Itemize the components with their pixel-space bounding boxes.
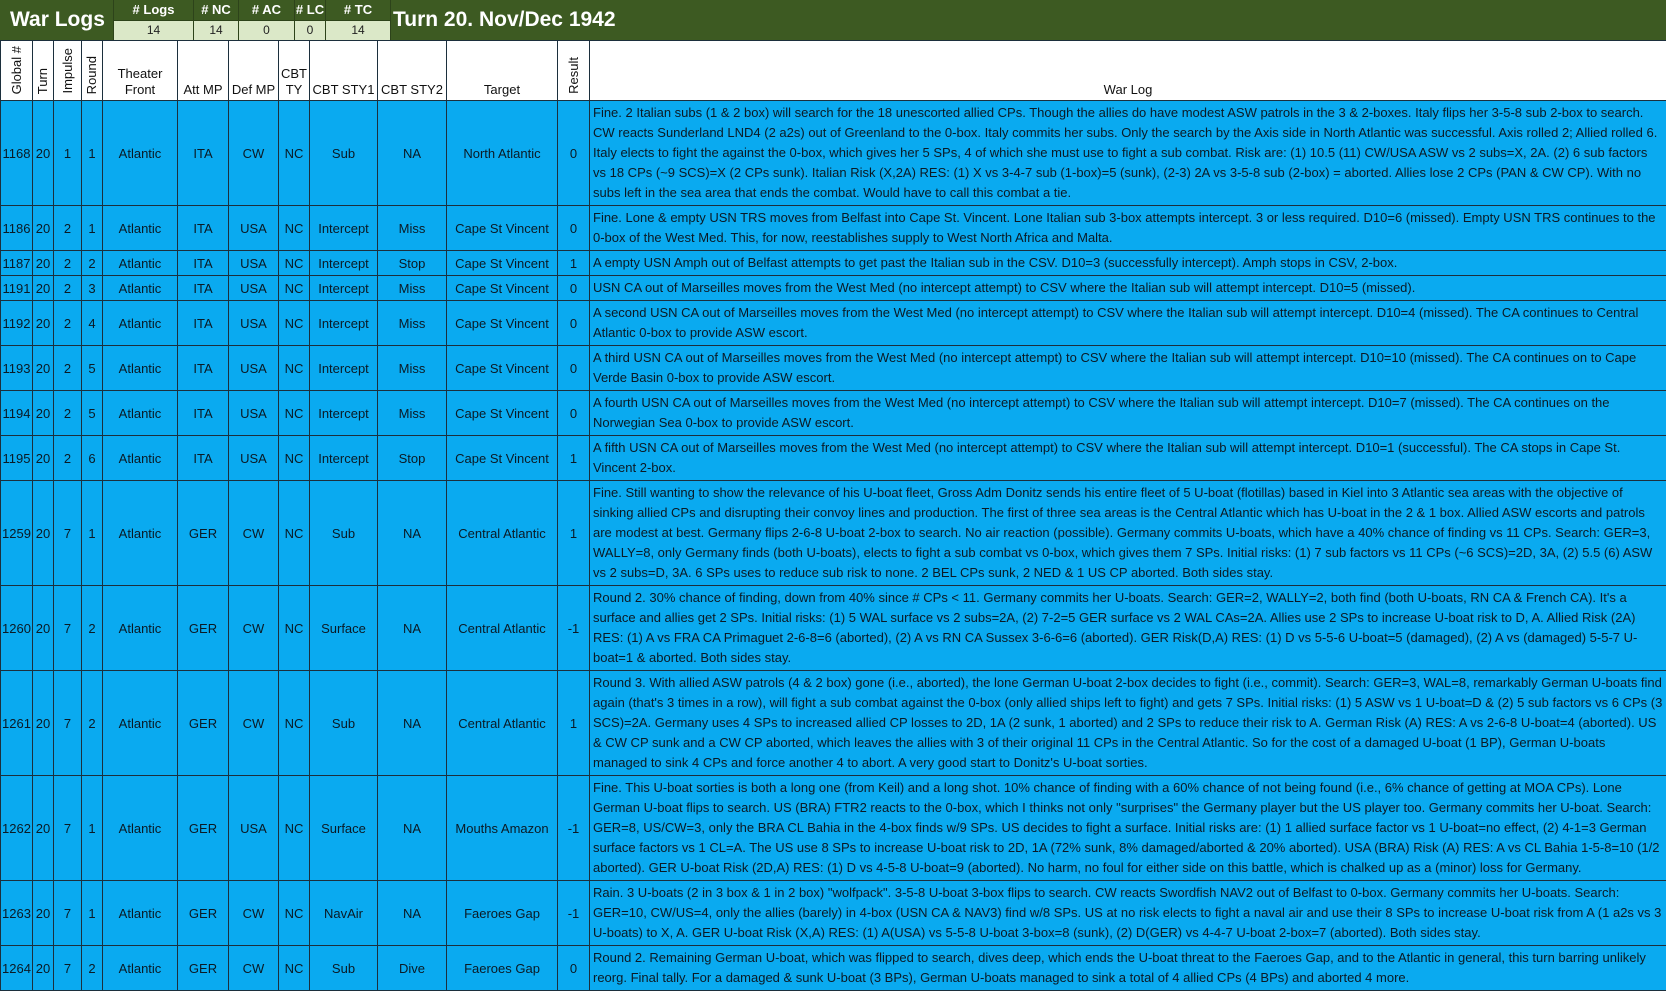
cell-target[interactable]: Cape St Vincent xyxy=(447,251,558,276)
cell-round[interactable]: 2 xyxy=(82,671,103,776)
cell-att-mp[interactable]: GER xyxy=(178,776,229,881)
cell-target[interactable]: Cape St Vincent xyxy=(447,206,558,251)
stat-tc[interactable] xyxy=(325,0,391,40)
cell-turn[interactable]: 20 xyxy=(33,276,54,301)
col-header-def-mp[interactable]: Def MP xyxy=(229,41,279,101)
cell-impulse[interactable]: 7 xyxy=(54,881,82,946)
cell-round[interactable]: 2 xyxy=(82,586,103,671)
cell-theater-front[interactable]: Atlantic xyxy=(103,586,178,671)
cell-result[interactable]: 0 xyxy=(558,946,590,991)
cell-att-mp[interactable]: ITA xyxy=(178,251,229,276)
cell-theater-front[interactable]: Atlantic xyxy=(103,101,178,206)
cell-theater-front[interactable]: Atlantic xyxy=(103,251,178,276)
cell-theater-front[interactable]: Atlantic xyxy=(103,671,178,776)
table-row[interactable] xyxy=(1,881,1666,946)
cell-turn[interactable]: 20 xyxy=(33,946,54,991)
war-log-body xyxy=(1,101,1666,991)
cell-turn[interactable]: 20 xyxy=(33,671,54,776)
cell-cbt-sty2[interactable]: Miss xyxy=(378,346,447,391)
cell-cbt-ty[interactable]: NC xyxy=(279,301,310,346)
cell-cbt-sty2[interactable]: NA xyxy=(378,776,447,881)
cell-cbt-sty2[interactable]: Miss xyxy=(378,301,447,346)
cell-cbt-sty2[interactable]: NA xyxy=(378,101,447,206)
cell-att-mp[interactable]: GER xyxy=(178,671,229,776)
stat-lc[interactable] xyxy=(294,0,325,40)
stat-label: # TC xyxy=(326,0,390,20)
stat-value[interactable]: 14 xyxy=(326,20,390,40)
cell-turn[interactable]: 20 xyxy=(33,301,54,346)
stat-logs[interactable] xyxy=(113,0,193,40)
table-row[interactable] xyxy=(1,251,1666,276)
cell-impulse[interactable]: 2 xyxy=(54,391,82,436)
cell-war-log[interactable]: A empty USN Amph out of Belfast attempts to get past the Italian sub in the CSV. D10=3 (successfully intercept). Amph stops in CSV, 2-box. xyxy=(590,251,1666,276)
cell-att-mp[interactable]: ITA xyxy=(178,346,229,391)
stat-label: # AC xyxy=(239,0,294,20)
cell-result[interactable]: 0 xyxy=(558,206,590,251)
cell-cbt-sty1[interactable]: Surface xyxy=(310,586,378,671)
cell-turn[interactable]: 20 xyxy=(33,776,54,881)
cell-theater-front[interactable]: Atlantic xyxy=(103,301,178,346)
col-header-att-mp[interactable]: Att MP xyxy=(178,41,229,101)
cell-cbt-sty1[interactable]: Intercept xyxy=(310,276,378,301)
cell-turn[interactable]: 20 xyxy=(33,101,54,206)
cell-cbt-sty1[interactable]: Sub xyxy=(310,946,378,991)
cell-turn[interactable]: 20 xyxy=(33,436,54,481)
cell-cbt-ty[interactable]: NC xyxy=(279,946,310,991)
cell-impulse[interactable]: 2 xyxy=(54,436,82,481)
table-row[interactable] xyxy=(1,346,1666,391)
cell-war-log[interactable]: A fifth USN CA out of Marseilles moves from the West Med (no intercept attempt) to CSV where the Italian sub will attempt intercept. D10=1 (successful). The CA stops in Cape St. Vincent 2-box. xyxy=(590,436,1666,481)
cell-global[interactable]: 1168 xyxy=(1,101,33,206)
cell-round[interactable]: 5 xyxy=(82,391,103,436)
cell-war-log[interactable]: Fine. 2 Italian subs (1 & 2 box) will search for the 18 unescorted allied CPs. Though the allies do have modest ASW patrols in the 3 & 2-boxes. Italy flips her 3-5-8 sub 2-box to search. CW reacts Sunderland LND4 (2 a2s) out of Greenland to the 0-box. Italy commits her subs. Only the search by the Axis side in North Atlantic was successful. Axis rolled 2; Allied rolled 6. Italy elects to fight the against the 0-box, which gives her 5 SPs, 4 of which she must use to fight a sub combat. Risk are: (1) 10.5 (11) CW/USA ASW vs 2 subs=X, 2A. (2) 6 sub factors vs 18 CPs (~9 SCS)=X (2 CPs sunk). Italian Risk (X,2A) RES: (1) X vs 3-4-7 sub (1-box)=5 (sunk), (2-3) 2A vs 3-5-8 sub (2-box) = aborted. Allies lose 2 CPs (PAN & CW CP). With no subs left in the sea area that ends the combat. Would have to call this combat a tie. xyxy=(590,101,1666,206)
cell-cbt-sty1[interactable]: Intercept xyxy=(310,346,378,391)
cell-round[interactable]: 4 xyxy=(82,301,103,346)
cell-result[interactable]: 0 xyxy=(558,101,590,206)
cell-def-mp[interactable]: CW xyxy=(229,101,279,206)
cell-cbt-sty1[interactable]: Intercept xyxy=(310,301,378,346)
cell-target[interactable]: Cape St Vincent xyxy=(447,391,558,436)
cell-impulse[interactable]: 7 xyxy=(54,946,82,991)
cell-result[interactable]: 1 xyxy=(558,436,590,481)
cell-impulse[interactable]: 7 xyxy=(54,481,82,586)
cell-impulse[interactable]: 2 xyxy=(54,301,82,346)
cell-round[interactable]: 1 xyxy=(82,206,103,251)
cell-theater-front[interactable]: Atlantic xyxy=(103,946,178,991)
cell-att-mp[interactable]: GER xyxy=(178,881,229,946)
cell-cbt-sty2[interactable]: Miss xyxy=(378,206,447,251)
cell-global[interactable]: 1192 xyxy=(1,301,33,346)
cell-global[interactable]: 1264 xyxy=(1,946,33,991)
cell-result[interactable]: 1 xyxy=(558,251,590,276)
app-title: War Logs xyxy=(0,0,113,40)
cell-cbt-ty[interactable]: NC xyxy=(279,881,310,946)
cell-global[interactable]: 1191 xyxy=(1,276,33,301)
cell-def-mp[interactable]: CW xyxy=(229,671,279,776)
cell-round[interactable]: 1 xyxy=(82,101,103,206)
cell-impulse[interactable]: 2 xyxy=(54,276,82,301)
table-row[interactable] xyxy=(1,276,1666,301)
cell-impulse[interactable]: 7 xyxy=(54,671,82,776)
table-row[interactable] xyxy=(1,671,1666,776)
table-row[interactable] xyxy=(1,946,1666,991)
cell-war-log[interactable]: Fine. Still wanting to show the relevance of his U-boat fleet, Gross Adm Donitz sends his entire fleet of 5 U-boat (flotillas) based in Kiel into 3 Atlantic sea areas with the objective of sinking allied CPs and disrupting their convoy lines and production. The first of three sea areas is the Central Atlantic which has U-boat in the 2 & 1 box. Allied ASW escorts and patrols are modest at best. Germany flips 2-6-8 U-boat 2-box to search. No air reaction (possible). Germany commits U-boats, which have a 40% chance of finding vs 11 CPs. Search: GER=3, WALLY=8, only Germany finds (both U-boats), elects to fight a sub combat vs 0-box, which gives them 7 SPs. Initial risks: (1) 7 sub factors vs 11 CPs (~6 SCS)=2D, 3A, (2) 5.5 (6) ASW vs 2 subs=D, 3A. 6 SPs uses to reduce sub risk to none. 2 BEL CPs sunk, 2 NED & 1 US CP aborted. Both sides stay. xyxy=(590,481,1666,586)
cell-round[interactable]: 3 xyxy=(82,276,103,301)
cell-cbt-ty[interactable]: NC xyxy=(279,436,310,481)
table-row[interactable] xyxy=(1,776,1666,881)
cell-def-mp[interactable]: CW xyxy=(229,481,279,586)
cell-theater-front[interactable]: Atlantic xyxy=(103,391,178,436)
cell-target[interactable]: North Atlantic xyxy=(447,101,558,206)
cell-cbt-sty1[interactable]: Sub xyxy=(310,671,378,776)
stat-nc[interactable] xyxy=(193,0,238,40)
cell-cbt-ty[interactable]: NC xyxy=(279,586,310,671)
cell-global[interactable]: 1259 xyxy=(1,481,33,586)
cell-theater-front[interactable]: Atlantic xyxy=(103,881,178,946)
stat-value[interactable]: 14 xyxy=(114,20,193,40)
stat-value[interactable]: 14 xyxy=(194,20,238,40)
cell-war-log[interactable]: A third USN CA out of Marseilles moves from the West Med (no intercept attempt) to CSV where the Italian sub will attempt intercept. D10=10 (missed). The CA continues on to Cape Verde Basin 0-box to provide ASW escort. xyxy=(590,346,1666,391)
col-header-global[interactable]: Global # xyxy=(1,41,33,101)
stat-label: # LC xyxy=(295,0,325,20)
col-header-result[interactable]: Result xyxy=(558,41,590,101)
cell-impulse[interactable]: 2 xyxy=(54,206,82,251)
cell-def-mp[interactable]: CW xyxy=(229,881,279,946)
cell-result[interactable]: 1 xyxy=(558,671,590,776)
cell-target[interactable]: Central Atlantic xyxy=(447,481,558,586)
cell-att-mp[interactable]: ITA xyxy=(178,391,229,436)
table-row[interactable] xyxy=(1,481,1666,586)
cell-turn[interactable]: 20 xyxy=(33,346,54,391)
cell-cbt-ty[interactable]: NC xyxy=(279,481,310,586)
cell-round[interactable]: 6 xyxy=(82,436,103,481)
cell-turn[interactable]: 20 xyxy=(33,481,54,586)
cell-cbt-sty1[interactable]: Sub xyxy=(310,101,378,206)
cell-cbt-sty2[interactable]: NA xyxy=(378,481,447,586)
cell-war-log[interactable]: A second USN CA out of Marseilles moves from the West Med (no intercept attempt) to CSV where the Italian sub will attempt intercept. D10=4 (missed). The CA continues to Central Atlantic 0-box to provide ASW escort. xyxy=(590,301,1666,346)
title-bar xyxy=(0,0,1666,40)
cell-target[interactable]: Mouths Amazon xyxy=(447,776,558,881)
cell-def-mp[interactable]: USA xyxy=(229,276,279,301)
cell-turn[interactable]: 20 xyxy=(33,251,54,276)
cell-target[interactable]: Faeroes Gap xyxy=(447,946,558,991)
table-row[interactable] xyxy=(1,586,1666,671)
col-header-cbt-sty2[interactable]: CBT STY2 xyxy=(378,41,447,101)
cell-round[interactable]: 1 xyxy=(82,481,103,586)
cell-def-mp[interactable]: CW xyxy=(229,946,279,991)
cell-result[interactable]: -1 xyxy=(558,881,590,946)
cell-att-mp[interactable]: ITA xyxy=(178,276,229,301)
col-header-theater-front[interactable]: Theater Front xyxy=(103,41,178,101)
stat-label: # Logs xyxy=(114,0,193,20)
cell-target[interactable]: Cape St Vincent xyxy=(447,436,558,481)
cell-cbt-sty1[interactable]: Intercept xyxy=(310,251,378,276)
cell-global[interactable]: 1260 xyxy=(1,586,33,671)
cell-cbt-ty[interactable]: NC xyxy=(279,776,310,881)
col-header-round[interactable]: Round xyxy=(82,41,103,101)
cell-cbt-sty1[interactable]: Surface xyxy=(310,776,378,881)
cell-cbt-ty[interactable]: NC xyxy=(279,391,310,436)
cell-global[interactable]: 1187 xyxy=(1,251,33,276)
cell-result[interactable]: 0 xyxy=(558,276,590,301)
cell-def-mp[interactable]: USA xyxy=(229,301,279,346)
cell-global[interactable]: 1262 xyxy=(1,776,33,881)
cell-result[interactable]: 0 xyxy=(558,301,590,346)
cell-cbt-sty2[interactable]: NA xyxy=(378,671,447,776)
cell-def-mp[interactable]: CW xyxy=(229,586,279,671)
cell-theater-front[interactable]: Atlantic xyxy=(103,206,178,251)
cell-att-mp[interactable]: ITA xyxy=(178,101,229,206)
cell-turn[interactable]: 20 xyxy=(33,206,54,251)
cell-round[interactable]: 2 xyxy=(82,251,103,276)
stat-value[interactable]: 0 xyxy=(239,20,294,40)
cell-att-mp[interactable]: ITA xyxy=(178,436,229,481)
cell-cbt-ty[interactable]: NC xyxy=(279,251,310,276)
cell-global[interactable]: 1195 xyxy=(1,436,33,481)
cell-round[interactable]: 2 xyxy=(82,946,103,991)
cell-theater-front[interactable]: Atlantic xyxy=(103,481,178,586)
col-header-turn[interactable]: Turn xyxy=(33,41,54,101)
cell-impulse[interactable]: 2 xyxy=(54,346,82,391)
col-header-cbt-sty1[interactable]: CBT STY1 xyxy=(310,41,378,101)
cell-cbt-sty1[interactable]: Intercept xyxy=(310,436,378,481)
cell-cbt-sty2[interactable]: Dive xyxy=(378,946,447,991)
cell-war-log[interactable]: USN CA out of Marseilles moves from the West Med (no intercept attempt) to CSV where the Italian sub will attempt intercept. D10=5 (missed). xyxy=(590,276,1666,301)
cell-cbt-sty2[interactable]: Stop xyxy=(378,251,447,276)
war-log-table xyxy=(0,40,1666,991)
cell-impulse[interactable]: 1 xyxy=(54,101,82,206)
cell-cbt-ty[interactable]: NC xyxy=(279,346,310,391)
col-header-impulse[interactable]: Impulse xyxy=(54,41,82,101)
cell-cbt-sty2[interactable]: NA xyxy=(378,881,447,946)
cell-att-mp[interactable]: GER xyxy=(178,586,229,671)
cell-cbt-sty2[interactable]: NA xyxy=(378,586,447,671)
cell-war-log[interactable]: Round 2. 30% chance of finding, down from 40% since # CPs < 11. Germany commits her U-boats. Search: GER=2, WALLY=2, both find (both U-boats, RN CA & French CA). It's a surface and allies get 2 SPs. Initial risks: (1) 5 WAL surface vs 2 subs=2A, (2) 7-2=5 GER surface vs 2 WAL CAs=2A. Allies use 2 SPs to increase U-boat risk to D, A. Allied Risk (2A) RES: (1) A vs FRA CA Primaguet 2-6-8=6 (aborted), (2) A vs RN CA Sussex 3-6-6=6 (aborted). GER Risk(D,A) RES: (1) D vs 5-5-6 U-boat=5 (damaged), (2) A vs (damaged) 5-5-7 U-boat=1 & aborted. Both sides stay. xyxy=(590,586,1666,671)
cell-round[interactable]: 1 xyxy=(82,776,103,881)
cell-target[interactable]: Central Atlantic xyxy=(447,586,558,671)
cell-target[interactable]: Cape St Vincent xyxy=(447,276,558,301)
cell-target[interactable]: Cape St Vincent xyxy=(447,346,558,391)
cell-war-log[interactable]: Fine. This U-boat sorties is both a long one (from Keil) and a long shot. 10% chance of finding with a 60% chance of not being found (i.e., 6% chance of getting at MOA CPs). Lone German U-boat flips to search. US (BRA) FTR2 reacts to the 0-box, which I thinks not only "surprises" the Germany player but the US player too. Germany commits her U-boat. Search: GER=8, US/CW=3, only the BRA CL Bahia in the 4-box finds w/9 SPs. US decides to fight a surface. Initial risks are: (1) 1 allied surface factor vs 1 U-boat=no effect, (2) 4-1=3 German surface factors vs 1 CL=A. The US use 8 SPs to increase U-boat risk to 2D, 1A (72% sunk, 8% damaged/aborted & 20% aborted). USA (BRA) Risk (A) RES: A vs CL Bahia 1-5-8=10 (1/2 aborted). GER U-boat Risk (2D,A) RES: (1) D vs 4-5-8 U-boat=9 (aborted). No harm, no foul for either side on this battle, which is chalked up as a (minor) loss for Germany. xyxy=(590,776,1666,881)
cell-theater-front[interactable]: Atlantic xyxy=(103,276,178,301)
cell-war-log[interactable]: A fourth USN CA out of Marseilles moves from the West Med (no intercept attempt) to CSV where the Italian sub will attempt intercept. D10=7 (missed). The CA continues on the Norwegian Sea 0-box to provide ASW escort. xyxy=(590,391,1666,436)
cell-theater-front[interactable]: Atlantic xyxy=(103,436,178,481)
cell-att-mp[interactable]: ITA xyxy=(178,301,229,346)
cell-def-mp[interactable]: USA xyxy=(229,206,279,251)
cell-def-mp[interactable]: USA xyxy=(229,776,279,881)
cell-global[interactable]: 1193 xyxy=(1,346,33,391)
header-row xyxy=(1,41,1666,101)
cell-round[interactable]: 1 xyxy=(82,881,103,946)
cell-impulse[interactable]: 2 xyxy=(54,251,82,276)
cell-target[interactable]: Faeroes Gap xyxy=(447,881,558,946)
cell-cbt-sty2[interactable]: Stop xyxy=(378,436,447,481)
cell-result[interactable]: 0 xyxy=(558,346,590,391)
cell-theater-front[interactable]: Atlantic xyxy=(103,776,178,881)
cell-cbt-ty[interactable]: NC xyxy=(279,206,310,251)
cell-turn[interactable]: 20 xyxy=(33,586,54,671)
cell-result[interactable]: -1 xyxy=(558,586,590,671)
cell-cbt-sty1[interactable]: Intercept xyxy=(310,206,378,251)
cell-def-mp[interactable]: USA xyxy=(229,391,279,436)
cell-war-log[interactable]: Fine. Lone & empty USN TRS moves from Belfast into Cape St. Vincent. Lone Italian sub 3-box attempts intercept. 3 or less required. D10=6 (missed). Empty USN TRS continues to the 0-box of the West Med. This, for now, reestablishes supply to West North Africa and Malta. xyxy=(590,206,1666,251)
cell-cbt-sty2[interactable]: Miss xyxy=(378,391,447,436)
col-header-war-log[interactable]: War Log xyxy=(590,41,1666,101)
cell-def-mp[interactable]: USA xyxy=(229,251,279,276)
cell-att-mp[interactable]: GER xyxy=(178,946,229,991)
stat-value[interactable]: 0 xyxy=(295,20,325,40)
cell-target[interactable]: Central Atlantic xyxy=(447,671,558,776)
turn-title: Turn 20. Nov/Dec 1942 xyxy=(393,0,616,40)
cell-att-mp[interactable]: ITA xyxy=(178,206,229,251)
cell-war-log[interactable]: Rain. 3 U-boats (2 in 3 box & 1 in 2 box) "wolfpack". 3-5-8 U-boat 3-box flips to search. CW reacts Swordfish NAV2 out of Belfast to 0-box. Germany commits her U-boats. Search: GER=10, CW/US=4, only the allies (barely) in 4-box (USN CA & NAV3) find w/8 SPs. US at no risk elects to fight a naval air and use their 8 SPs to increase U-boat risk from A (1 a2s vs 3 U-boats) to X, A. GER U-boat Risk (X,A) RES: (1) A(USA) vs 5-5-8 U-boat 3-box=8 (sunk), (2) D(GER) vs 4-4-7 U-boat 2-box=7 (aborted). Both sides stay. xyxy=(590,881,1666,946)
cell-round[interactable]: 5 xyxy=(82,346,103,391)
cell-turn[interactable]: 20 xyxy=(33,391,54,436)
table-row[interactable] xyxy=(1,206,1666,251)
cell-global[interactable]: 1261 xyxy=(1,671,33,776)
col-header-cbt-ty[interactable]: CBT TY xyxy=(279,41,310,101)
stat-label: # NC xyxy=(194,0,238,20)
table-row[interactable] xyxy=(1,101,1666,206)
cell-theater-front[interactable]: Atlantic xyxy=(103,346,178,391)
cell-cbt-sty2[interactable]: Miss xyxy=(378,276,447,301)
cell-global[interactable]: 1186 xyxy=(1,206,33,251)
cell-impulse[interactable]: 7 xyxy=(54,776,82,881)
cell-def-mp[interactable]: USA xyxy=(229,346,279,391)
cell-att-mp[interactable]: GER xyxy=(178,481,229,586)
cell-cbt-ty[interactable]: NC xyxy=(279,101,310,206)
table-row[interactable] xyxy=(1,301,1666,346)
stat-ac[interactable] xyxy=(238,0,294,40)
cell-cbt-ty[interactable]: NC xyxy=(279,671,310,776)
cell-war-log[interactable]: Round 3. With allied ASW patrols (4 & 2 box) gone (i.e., aborted), the lone German U-boat 2-box decides to fight (i.e., commit). Search: GER=3, WAL=8, remarkably German U-boats find again (that's 3 times in a row), will fight a sub combat against the 0-box (only allied ships left to fight) and gets 7 SPs. Initial risks: (1) 5 ASW vs 1 U-boat=D & (2) 5 sub factors vs 6 CPs (3 SCS)=2A. Germany uses 4 SPs to increased allied CP losses to 2D, 1A (2 sunk, 1 aborted) and 2 SPs to reduce their risk to A. German Risk (A) RES: A vs 2-6-8 U-boat=4 (aborted). US & CW CP sunk and a CW CP aborted, which leaves the allies with 3 of their original 11 CPs in the Central Atlantic. So for the cost of a damaged U-boat (1 BP), German U-boats managed to sink 4 CPs and force another 4 to abort. A very good start to Donitz's U-boat sorties. xyxy=(590,671,1666,776)
cell-turn[interactable]: 20 xyxy=(33,881,54,946)
cell-cbt-sty1[interactable]: Sub xyxy=(310,481,378,586)
cell-war-log[interactable]: Round 2. Remaining German U-boat, which was flipped to search, dives deep, which ends the U-boat threat to the Faeroes Gap, and to the Atlantic in general, this turn barring unlikely reorg. Final tally. For a damaged & sunk U-boat (3 BPs), German U-boats managed to sink a total of 4 allied CPs (4 BPs) and aborted 4 more. xyxy=(590,946,1666,991)
cell-cbt-sty1[interactable]: Intercept xyxy=(310,391,378,436)
cell-global[interactable]: 1263 xyxy=(1,881,33,946)
cell-result[interactable]: 0 xyxy=(558,391,590,436)
cell-result[interactable]: 1 xyxy=(558,481,590,586)
cell-cbt-sty1[interactable]: NavAir xyxy=(310,881,378,946)
table-row[interactable] xyxy=(1,391,1666,436)
cell-target[interactable]: Cape St Vincent xyxy=(447,301,558,346)
cell-cbt-ty[interactable]: NC xyxy=(279,276,310,301)
cell-impulse[interactable]: 7 xyxy=(54,586,82,671)
cell-result[interactable]: -1 xyxy=(558,776,590,881)
col-header-target[interactable]: Target xyxy=(447,41,558,101)
cell-global[interactable]: 1194 xyxy=(1,391,33,436)
table-row[interactable] xyxy=(1,436,1666,481)
cell-def-mp[interactable]: USA xyxy=(229,436,279,481)
